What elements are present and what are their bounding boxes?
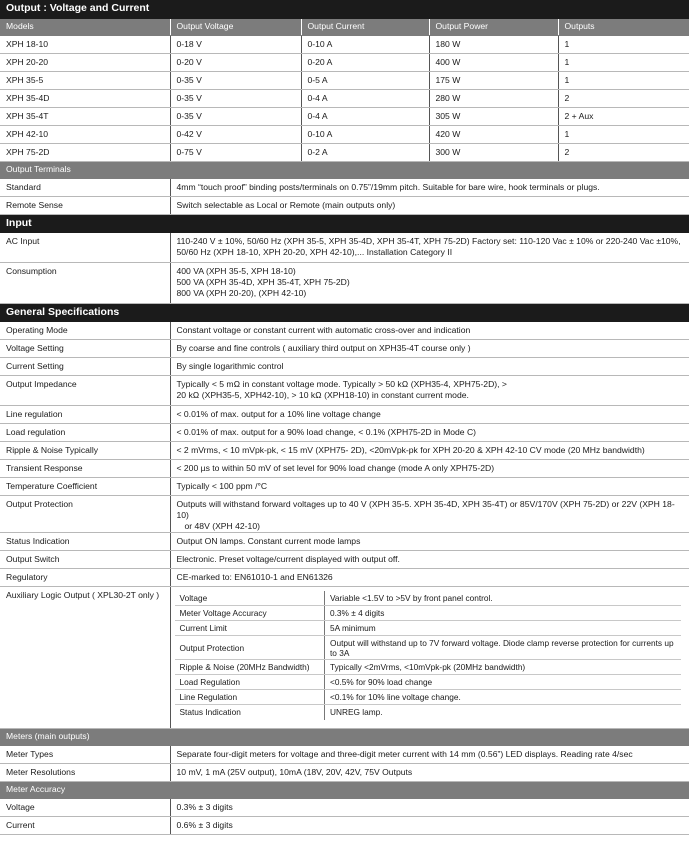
power-cell: 175 W bbox=[429, 71, 558, 89]
table-row bbox=[0, 53, 689, 71]
spec-row-ripple-noise bbox=[0, 441, 689, 459]
aux-value: Output will withstand up to 7V forward voltage. Diode clamp reverse protection for currents up to 3A bbox=[325, 636, 682, 660]
power-cell: 300 W bbox=[429, 143, 558, 161]
aux-row bbox=[175, 606, 682, 621]
outputs-cell: 2 bbox=[558, 143, 689, 161]
table-row bbox=[0, 71, 689, 89]
spec-row-regulatory bbox=[0, 568, 689, 586]
spec-value: By single logarithmic control bbox=[170, 357, 689, 375]
aux-row bbox=[175, 675, 682, 690]
aux-row bbox=[175, 660, 682, 675]
aux-row bbox=[175, 690, 682, 705]
section-header-meters bbox=[0, 728, 689, 745]
spec-label: Current Setting bbox=[0, 357, 170, 375]
aux-value: <0.5% for 90% load change bbox=[325, 675, 682, 690]
spec-row-consumption bbox=[0, 262, 689, 303]
voltage-cell: 0-18 V bbox=[170, 35, 301, 53]
spec-label: Temperature Coefficient bbox=[0, 477, 170, 495]
aux-label: Ripple & Noise (20MHz Bandwidth) bbox=[175, 660, 325, 675]
section-title-meter-accuracy: Meter Accuracy bbox=[0, 781, 689, 798]
current-cell: 0-2 A bbox=[301, 143, 429, 161]
spec-value bbox=[170, 232, 689, 262]
model-cell: XPH 18-10 bbox=[0, 35, 170, 53]
spec-label: Auxiliary Logic Output ( XPL30-2T only ) bbox=[0, 586, 170, 728]
spec-value bbox=[170, 375, 689, 405]
spec-label: Operating Mode bbox=[0, 321, 170, 339]
section-header-input bbox=[0, 214, 689, 232]
spec-row-voltage-setting bbox=[0, 339, 689, 357]
power-cell: 280 W bbox=[429, 89, 558, 107]
spec-value: Output ON lamps. Constant current mode lamps bbox=[170, 532, 689, 550]
impedance-line: Typically < 5 mΩ in constant voltage mode. Typically > 50 kΩ (XPH35-4, XPH75-2D), > bbox=[176, 378, 507, 389]
spec-row-temperature-coefficient bbox=[0, 477, 689, 495]
current-cell: 0-4 A bbox=[301, 107, 429, 125]
aux-row bbox=[175, 591, 682, 606]
spec-value: 4mm “touch proof” binding posts/terminals on 0.75”/19mm pitch. Suitable for bare wire, hook terminals or plugs. bbox=[170, 178, 689, 196]
spec-value: 10 mV, 1 mA (25V output), 10mA (18V, 20V, 42V, 75V Outputs bbox=[170, 763, 689, 781]
spec-value: By coarse and fine controls ( auxiliary third output on XPH35-4T course only ) bbox=[170, 339, 689, 357]
spec-row-load-regulation bbox=[0, 423, 689, 441]
outputs-cell: 2 bbox=[558, 89, 689, 107]
spec-value: Electronic. Preset voltage/current displayed with output off. bbox=[170, 550, 689, 568]
column-header-models: Models bbox=[0, 18, 170, 35]
section-header-output bbox=[0, 0, 689, 18]
aux-label: Load Regulation bbox=[175, 675, 325, 690]
aux-value: Variable <1.5V to >5V by front panel control. bbox=[325, 591, 682, 606]
spec-value: Constant voltage or constant current with automatic cross-over and indication bbox=[170, 321, 689, 339]
spec-label: Meter Types bbox=[0, 745, 170, 763]
current-cell: 0-5 A bbox=[301, 71, 429, 89]
spec-row-output-protection bbox=[0, 495, 689, 532]
power-cell: 420 W bbox=[429, 125, 558, 143]
current-cell: 0-4 A bbox=[301, 89, 429, 107]
spec-label: AC Input bbox=[0, 232, 170, 262]
spec-value: Switch selectable as Local or Remote (main outputs only) bbox=[170, 196, 689, 214]
section-title-meters: Meters (main outputs) bbox=[0, 728, 689, 745]
spec-label: Standard bbox=[0, 178, 170, 196]
aux-spec-table bbox=[175, 591, 682, 720]
table-row bbox=[0, 107, 689, 125]
aux-row bbox=[175, 621, 682, 636]
spec-label: Output Protection bbox=[0, 495, 170, 532]
spec-row-current-setting bbox=[0, 357, 689, 375]
spec-row-status-indication bbox=[0, 532, 689, 550]
section-title-input: Input bbox=[0, 214, 689, 232]
spec-value: < 0.01% of max. output for a 10% line voltage change bbox=[170, 405, 689, 423]
power-cell: 400 W bbox=[429, 53, 558, 71]
spec-label: Voltage bbox=[0, 798, 170, 816]
section-header-meter-accuracy bbox=[0, 781, 689, 798]
aux-value: 5A minimum bbox=[325, 621, 682, 636]
section-title-output-terminals: Output Terminals bbox=[0, 161, 689, 178]
spec-value: < 200 µs to within 50 mV of set level for 90% load change (mode A only XPH75-2D) bbox=[170, 459, 689, 477]
voltage-cell: 0-35 V bbox=[170, 71, 301, 89]
spec-row-accuracy-current bbox=[0, 816, 689, 834]
current-cell: 0-10 A bbox=[301, 35, 429, 53]
spec-row-output-switch bbox=[0, 550, 689, 568]
table-row bbox=[0, 143, 689, 161]
spec-label: Regulatory bbox=[0, 568, 170, 586]
voltage-cell: 0-35 V bbox=[170, 89, 301, 107]
protection-line: Outputs will withstand forward voltages up to 40 V (XPH 35-5. XPH 35-4D, XPH 35-4T) or 85V/170V (XPH 75-2D) or 22V (XPH 18-10) bbox=[176, 498, 675, 520]
spec-row-line-regulation bbox=[0, 405, 689, 423]
spec-row-remote-sense bbox=[0, 196, 689, 214]
impedance-line: 20 kΩ (XPH35-5, XPH42-10), > 10 kΩ (XPH18-10) in constant current mode. bbox=[176, 389, 469, 400]
outputs-cell: 1 bbox=[558, 53, 689, 71]
aux-label: Voltage bbox=[175, 591, 325, 606]
spec-row-output-impedance bbox=[0, 375, 689, 405]
table-row bbox=[0, 89, 689, 107]
aux-label: Current Limit bbox=[175, 621, 325, 636]
protection-line: or 48V (XPH 42-10) bbox=[184, 520, 260, 531]
aux-row bbox=[175, 636, 682, 660]
aux-row bbox=[175, 705, 682, 720]
model-cell: XPH 75-2D bbox=[0, 143, 170, 161]
spec-label: Transient Response bbox=[0, 459, 170, 477]
section-title-general: General Specifications bbox=[0, 303, 689, 321]
section-header-output-terminals bbox=[0, 161, 689, 178]
consumption-line: 400 VA (XPH 35-5, XPH 18-10) bbox=[176, 265, 296, 276]
output-column-headers bbox=[0, 18, 689, 35]
spec-value: Typically < 100 ppm /°C bbox=[170, 477, 689, 495]
aux-value: Typically <2mVrms, <10mVpk-pk (20MHz bandwidth) bbox=[325, 660, 682, 675]
section-header-general bbox=[0, 303, 689, 321]
aux-label: Line Regulation bbox=[175, 690, 325, 705]
model-cell: XPH 35-5 bbox=[0, 71, 170, 89]
spec-label: Remote Sense bbox=[0, 196, 170, 214]
ac-input-line: 50/60 Hz (XPH 18-10, XPH 20-20, XPH 42-10),... Installation Category II bbox=[176, 246, 453, 257]
spec-row-operating-mode bbox=[0, 321, 689, 339]
outputs-cell: 1 bbox=[558, 35, 689, 53]
spec-value: CE-marked to: EN61010-1 and EN61326 bbox=[170, 568, 689, 586]
consumption-line: 500 VA (XPH 35-4D, XPH 35-4T, XPH 75-2D) bbox=[176, 276, 350, 287]
outputs-cell: 1 bbox=[558, 125, 689, 143]
column-header-output-current: Output Current bbox=[301, 18, 429, 35]
spec-label: Meter Resolutions bbox=[0, 763, 170, 781]
spec-value bbox=[170, 495, 689, 532]
aux-value: <0.1% for 10% line voltage change. bbox=[325, 690, 682, 705]
table-row bbox=[0, 125, 689, 143]
model-cell: XPH 35-4T bbox=[0, 107, 170, 125]
spec-row-accuracy-voltage bbox=[0, 798, 689, 816]
voltage-cell: 0-75 V bbox=[170, 143, 301, 161]
model-cell: XPH 20-20 bbox=[0, 53, 170, 71]
spec-label: Voltage Setting bbox=[0, 339, 170, 357]
spec-label: Output Switch bbox=[0, 550, 170, 568]
outputs-cell: 1 bbox=[558, 71, 689, 89]
spec-label: Consumption bbox=[0, 262, 170, 303]
spec-label: Current bbox=[0, 816, 170, 834]
current-cell: 0-10 A bbox=[301, 125, 429, 143]
spec-label: Load regulation bbox=[0, 423, 170, 441]
spec-row-transient-response bbox=[0, 459, 689, 477]
spec-row-meter-resolutions bbox=[0, 763, 689, 781]
column-header-output-power: Output Power bbox=[429, 18, 558, 35]
voltage-cell: 0-35 V bbox=[170, 107, 301, 125]
spec-row-auxiliary-output bbox=[0, 586, 689, 728]
spec-value bbox=[170, 262, 689, 303]
column-header-output-voltage: Output Voltage bbox=[170, 18, 301, 35]
aux-value: UNREG lamp. bbox=[325, 705, 682, 720]
spec-label: Line regulation bbox=[0, 405, 170, 423]
aux-label: Output Protection bbox=[175, 636, 325, 660]
spec-label: Ripple & Noise Typically bbox=[0, 441, 170, 459]
table-row bbox=[0, 35, 689, 53]
model-cell: XPH 42-10 bbox=[0, 125, 170, 143]
spec-row-ac-input bbox=[0, 232, 689, 262]
spec-value: 0.6% ± 3 digits bbox=[170, 816, 689, 834]
aux-value: 0.3% ± 4 digits bbox=[325, 606, 682, 621]
spec-label: Status Indication bbox=[0, 532, 170, 550]
spec-row-meter-types bbox=[0, 745, 689, 763]
spec-value: < 2 mVrms, < 10 mVpk-pk, < 15 mV (XPH75- 2D), <20mVpk-pk for XPH 20-20 & XPH 42-10 CV mode (20 MHz bandwidth) bbox=[170, 441, 689, 459]
spec-label: Output Impedance bbox=[0, 375, 170, 405]
aux-spec-cell bbox=[170, 586, 689, 728]
spec-value: 0.3% ± 3 digits bbox=[170, 798, 689, 816]
column-header-outputs: Outputs bbox=[558, 18, 689, 35]
voltage-cell: 0-20 V bbox=[170, 53, 301, 71]
spec-row-standard bbox=[0, 178, 689, 196]
voltage-cell: 0-42 V bbox=[170, 125, 301, 143]
section-title-output: Output : Voltage and Current bbox=[0, 0, 689, 18]
ac-input-line: 110-240 V ± 10%, 50/60 Hz (XPH 35-5, XPH 35-4D, XPH 35-4T, XPH 75-2D) Factory set: 110-120 Vac ± 10% or 220-240 Vac ±10%, bbox=[176, 235, 681, 246]
aux-label: Status Indication bbox=[179, 707, 241, 718]
model-cell: XPH 35-4D bbox=[0, 89, 170, 107]
current-cell: 0-20 A bbox=[301, 53, 429, 71]
spec-value: Separate four-digit meters for voltage and three-digit meter current with 14 mm (0.56”) LED displays. Reading rate 4/sec bbox=[170, 745, 689, 763]
power-cell: 180 W bbox=[429, 35, 558, 53]
power-cell: 305 W bbox=[429, 107, 558, 125]
aux-label: Meter Voltage Accuracy bbox=[175, 606, 325, 621]
spec-value: < 0.01% of max. output for a 90% load change, < 0.1% (XPH75-2D in Mode C) bbox=[170, 423, 689, 441]
consumption-line: 800 VA (XPH 20-20), (XPH 42-10) bbox=[176, 287, 307, 298]
outputs-cell: 2 + Aux bbox=[558, 107, 689, 125]
